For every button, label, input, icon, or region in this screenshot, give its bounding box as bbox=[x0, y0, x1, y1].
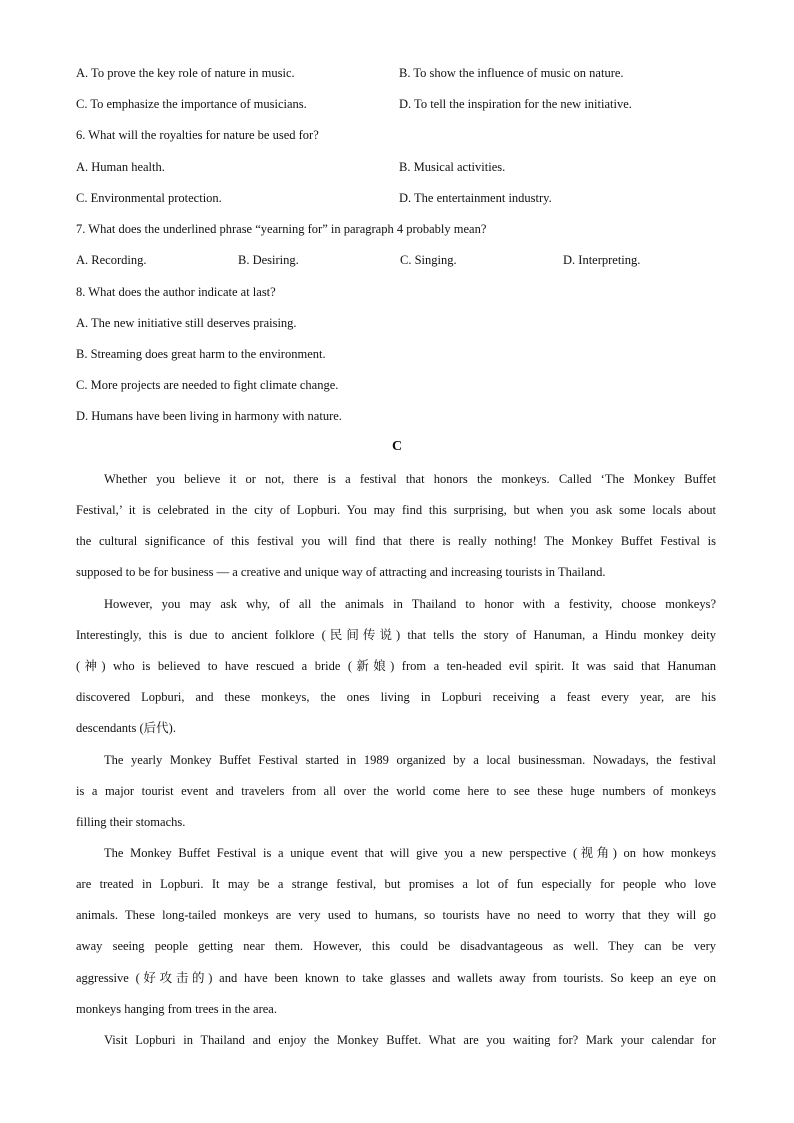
paragraph-4-line: aggressive (好攻击的) and have been known to take glasses and wallets away from tourists. So keep an eye on bbox=[76, 971, 716, 985]
paragraph-3-line: is a major tourist event and travelers from all over the world come here to see these huge numbers of monkeys bbox=[76, 784, 716, 798]
paragraph-1-line: Festival,’ it is celebrated in the city of Lopburi. You may find this surprising, but when you ask some locals about bbox=[76, 503, 716, 517]
q6-option-c: C. Environmental protection. bbox=[76, 191, 222, 205]
section-heading: C bbox=[391, 439, 403, 454]
paragraph-1-line: the cultural significance of this festival you will find that there is really nothing! The Monkey Buffet Festival is bbox=[76, 534, 716, 548]
q5-option-b: B. To show the influence of music on nature. bbox=[399, 66, 624, 80]
q6-option-b: B. Musical activities. bbox=[399, 160, 506, 174]
q8-option-b: B. Streaming does great harm to the environment. bbox=[76, 347, 326, 361]
q7-option-c: C. Singing. bbox=[400, 253, 457, 267]
q8-option-c: C. More projects are needed to fight climate change. bbox=[76, 378, 339, 392]
q7-option-d: D. Interpreting. bbox=[563, 253, 641, 267]
q7-stem: 7. What does the underlined phrase “yearning for” in paragraph 4 probably mean? bbox=[76, 222, 487, 236]
paragraph-2-line: However, you may ask why, of all the animals in Thailand to honor with a festivity, choose monkeys? bbox=[104, 597, 716, 611]
q6-stem: 6. What will the royalties for nature be used for? bbox=[76, 128, 319, 142]
q7-option-b: B. Desiring. bbox=[238, 253, 299, 267]
paragraph-2-line: Interestingly, this is due to ancient folklore (民间传说) that tells the story of Hanuman, a Hindu monkey deity bbox=[76, 628, 716, 642]
q8-option-a: A. The new initiative still deserves praising. bbox=[76, 316, 297, 330]
paragraph-4-line: monkeys hanging from trees in the area. bbox=[76, 1002, 277, 1016]
paragraph-1-line: supposed to be for business — a creative and unique way of attracting and increasing tourists in Thailand. bbox=[76, 565, 606, 579]
paragraph-3-line: filling their stomachs. bbox=[76, 815, 186, 829]
paragraph-5-line: Visit Lopburi in Thailand and enjoy the Monkey Buffet. What are you waiting for? Mark your calendar for bbox=[104, 1033, 716, 1047]
q6-option-a: A. Human health. bbox=[76, 160, 165, 174]
q5-option-c: C. To emphasize the importance of musicians. bbox=[76, 97, 307, 111]
paragraph-2-line: descendants (后代). bbox=[76, 721, 176, 735]
paragraph-4-line: are treated in Lopburi. It may be a strange festival, but promises a lot of fun especially for people who love bbox=[76, 877, 716, 891]
q7-option-a: A. Recording. bbox=[76, 253, 147, 267]
paragraph-3-line: The yearly Monkey Buffet Festival started in 1989 organized by a local businessman. Nowadays, the festival bbox=[104, 753, 716, 767]
paragraph-1-line: Whether you believe it or not, there is a festival that honors the monkeys. Called ‘The Monkey Buffet bbox=[104, 472, 716, 486]
q8-option-d: D. Humans have been living in harmony with nature. bbox=[76, 409, 342, 423]
q8-stem: 8. What does the author indicate at last? bbox=[76, 285, 276, 299]
paragraph-2-line: discovered Lopburi, and these monkeys, the ones living in Lopburi receiving a feast every year, are his bbox=[76, 690, 716, 704]
paragraph-4-line: animals. These long-tailed monkeys are very used to humans, so tourists have no need to worry that they will go bbox=[76, 908, 716, 922]
paragraph-4-line: The Monkey Buffet Festival is a unique event that will give you a new perspective (视角) on how monkeys bbox=[104, 846, 716, 860]
q5-option-a: A. To prove the key role of nature in music. bbox=[76, 66, 295, 80]
paragraph-4-line: away seeing people getting near them. However, this could be disadvantageous as well. They can be very bbox=[76, 939, 716, 953]
paragraph-2-line: (神) who is believed to have rescued a bride (新娘) from a ten-headed evil spirit. It was said that Hanuman bbox=[76, 659, 716, 673]
q6-option-d: D. The entertainment industry. bbox=[399, 191, 552, 205]
q5-option-d: D. To tell the inspiration for the new initiative. bbox=[399, 97, 632, 111]
